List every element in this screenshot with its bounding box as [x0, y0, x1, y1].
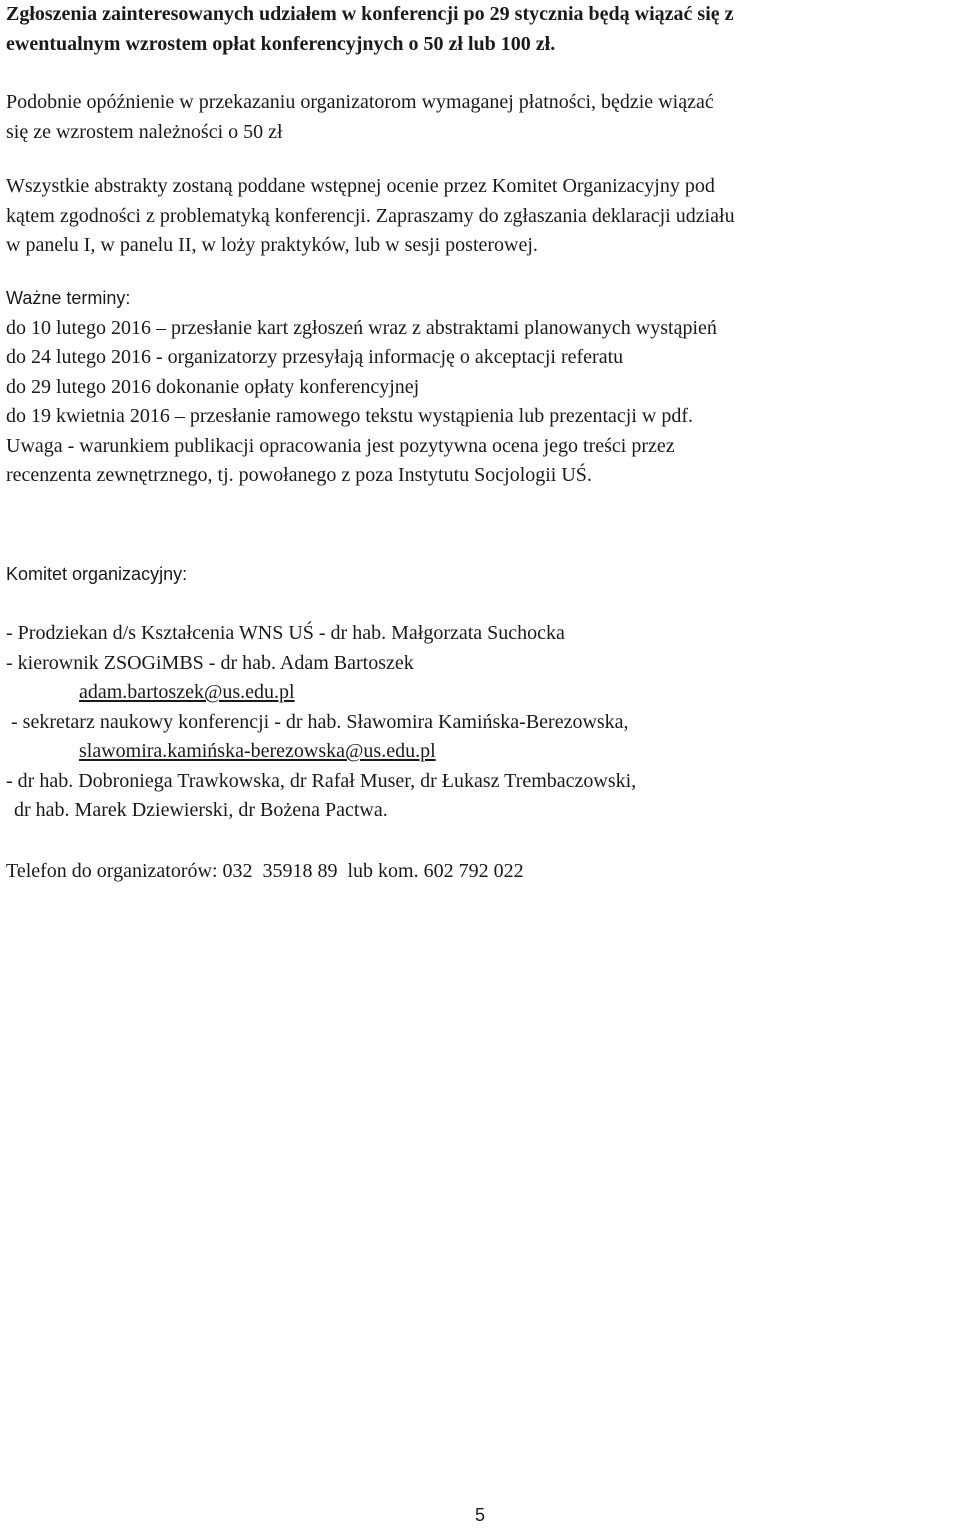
phone-line: Telefon do organizatorów: 032 35918 89 lub kom. 602 792 022 [6, 860, 524, 882]
fee-notice-line: Zgłoszenia zainteresowanych udziałem w konferencji po 29 stycznia będą wiązać się z [6, 3, 734, 25]
email-line [6, 737, 960, 767]
committee-list [6, 619, 960, 826]
delay-notice [6, 88, 960, 147]
publication-note-line: recenzenta zewnętrznego, tj. powołanego z poza Instytutu Socjologii UŚ. [6, 464, 592, 486]
committee-member: dr hab. Marek Dziewierski, dr Bożena Pactwa. [14, 799, 388, 821]
delay-notice-line: się ze wzrostem należności o 50 zł [6, 120, 283, 143]
abstracts-line: kątem zgodności z problematyką konferencji. Zapraszamy do zgłaszania deklaracji udziału [6, 204, 735, 227]
committee-member: - kierownik ZSOGiMBS - dr hab. Adam Bartoszek [6, 651, 414, 674]
publication-note-line: Uwaga - warunkiem publikacji opracowania jest pozytywna ocena jego treści przez [6, 434, 675, 457]
fee-notice [6, 0, 960, 59]
abstracts-paragraph [6, 172, 960, 261]
email-link-bartoszek[interactable]: adam.bartoszek@us.edu.pl [79, 681, 295, 703]
committee-member: - dr hab. Dobroniega Trawkowska, dr Rafał Muser, dr Łukasz Trembaczowski, [6, 769, 637, 792]
committee-member: - Prodziekan d/s Kształcenia WNS UŚ - dr hab. Małgorzata Suchocka [6, 622, 565, 644]
deadline-item: do 24 lutego 2016 - organizatorzy przesyłają informację o akceptacji referatu [6, 346, 624, 368]
committee-member: - sekretarz naukowy konferencji - dr hab. Sławomira Kamińska-Berezowska, [6, 710, 629, 733]
deadline-item: do 19 kwietnia 2016 – przesłanie ramowego tekstu wystąpienia lub prezentacji w pdf. [6, 405, 694, 427]
committee-heading-block [6, 560, 960, 590]
deadline-item: do 29 lutego 2016 dokonanie opłaty konferencyjnej [6, 375, 420, 398]
abstracts-line: w panelu I, w panelu II, w loży praktyków, lub w sesji posterowej. [6, 234, 538, 256]
deadline-item: do 10 lutego 2016 – przesłanie kart zgłoszeń wraz z abstraktami planowanych wystąpień [6, 316, 717, 339]
committee-heading: Komitet organizacyjny: [6, 564, 188, 584]
email-link-kaminska[interactable]: slawomira.kamińska-berezowska@us.edu.pl [79, 740, 436, 762]
contact-block [6, 857, 960, 887]
fee-notice-line: ewentualnym wzrostem opłat konferencyjnych o 50 zł lub 100 zł. [6, 32, 556, 55]
page-number: 5 [474, 1505, 485, 1525]
deadlines-section [6, 284, 960, 491]
deadlines-heading: Ważne terminy: [6, 288, 131, 308]
delay-notice-line: Podobnie opóźnienie w przekazaniu organizatorom wymaganej płatności, będzie wiązać [6, 91, 714, 113]
email-line [6, 678, 960, 708]
abstracts-line: Wszystkie abstrakty zostaną poddane wstępnej ocenie przez Komitet Organizacyjny pod [6, 175, 715, 197]
